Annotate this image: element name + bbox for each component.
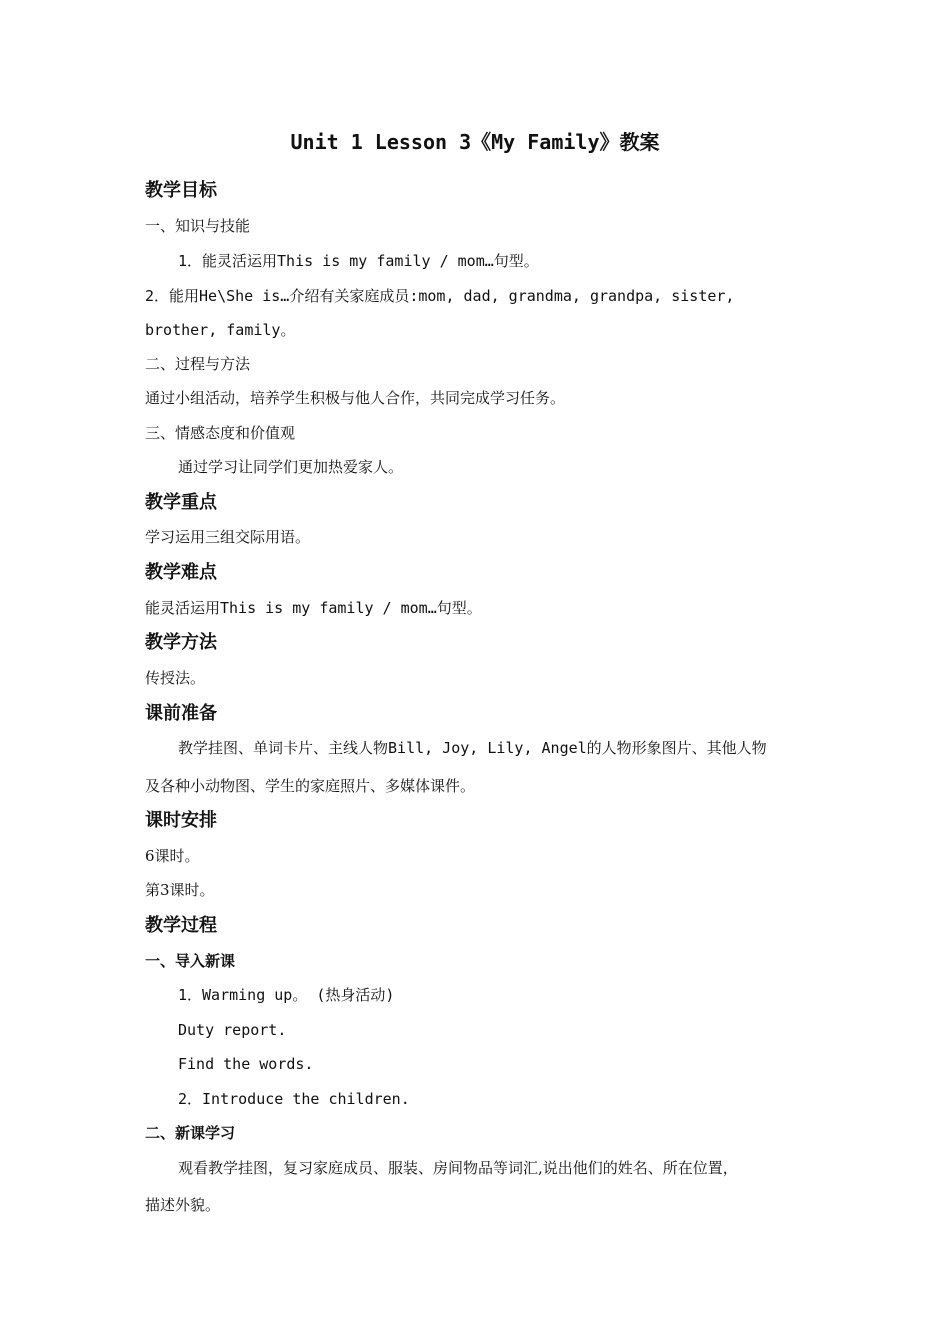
key-points-text: 学习运用三组交际用语。 [145, 528, 311, 546]
preparation-line-2: 及各种小动物图、学生的家庭照片、多媒体课件。 [145, 777, 476, 795]
emotion-text: 通过学习让同学们更加热爱家人。 [178, 458, 404, 476]
schedule-line-1: 6课时。 [145, 847, 200, 865]
knowledge-item-2-line-1: 2．能用He\She is…介绍有关家庭成员:mom, dad, grandma, grandpa, sister, [145, 287, 735, 305]
procedure-part-1-item-1: 1．Warming up。 (热身活动) [178, 986, 395, 1004]
section-heading-key-points: 教学重点 [145, 492, 217, 513]
process-text: 通过小组活动，培养学生积极与他人合作，共同完成学习任务。 [145, 389, 566, 407]
preparation-line-1: 教学挂图、单词卡片、主线人物Bill, Joy, Lily, Angel的人物形象图片、其他人物 [178, 739, 767, 757]
procedure-part-2-heading: 二、新课学习 [145, 1124, 236, 1142]
methods-text: 传授法。 [145, 669, 206, 687]
subheading-knowledge: 一、知识与技能 [145, 217, 251, 235]
section-heading-difficulties: 教学难点 [145, 562, 217, 583]
section-heading-methods: 教学方法 [145, 632, 217, 653]
knowledge-item-1: 1．能灵活运用This is my family / mom…句型。 [178, 252, 539, 270]
subheading-process: 二、过程与方法 [145, 355, 251, 373]
section-heading-schedule: 课时安排 [145, 810, 217, 831]
schedule-line-2: 第3课时。 [145, 881, 215, 899]
section-heading-objectives: 教学目标 [145, 180, 217, 201]
section-heading-procedure: 教学过程 [145, 915, 217, 936]
procedure-part-2-line-1: 观看教学挂图，复习家庭成员、服装、房间物品等词汇,说出他们的姓名、所在位置， [178, 1159, 738, 1177]
subheading-emotion: 三、情感态度和价值观 [145, 424, 296, 442]
procedure-part-1-item-3: Find the words. [178, 1055, 314, 1073]
document-title: Unit 1 Lesson 3《My Family》教案 [290, 130, 660, 154]
procedure-part-1-heading: 一、导入新课 [145, 952, 236, 970]
difficulties-text: 能灵活运用This is my family / mom…句型。 [145, 599, 482, 617]
procedure-part-2-line-2: 描述外貌。 [145, 1196, 221, 1214]
procedure-part-1-item-4: 2．Introduce the children. [178, 1090, 410, 1108]
section-heading-preparation: 课前准备 [145, 703, 217, 724]
procedure-part-1-item-2: Duty report. [178, 1021, 287, 1039]
knowledge-item-2-line-2: brother, family。 [145, 321, 296, 339]
